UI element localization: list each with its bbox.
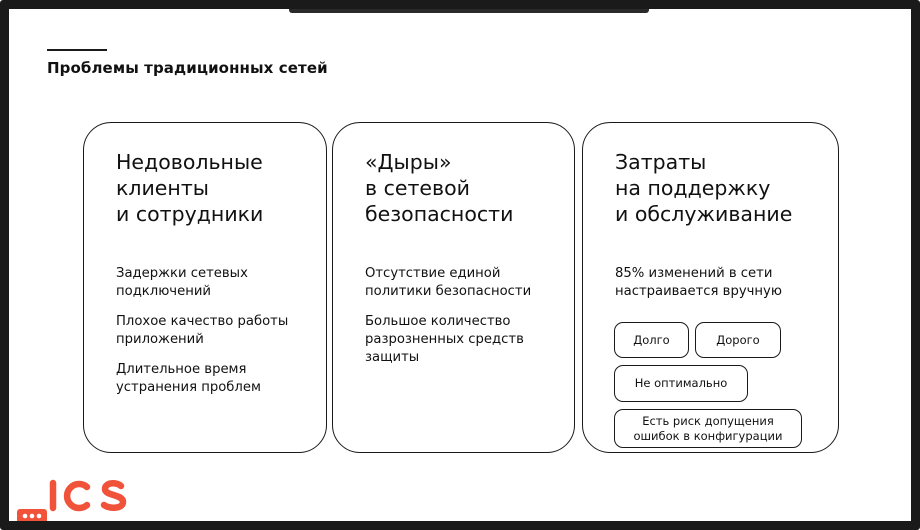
tag-long: Долго (614, 322, 689, 358)
card-security-holes (332, 122, 575, 453)
list-item: Длительное время устранения проблем (116, 362, 261, 395)
card-list (116, 265, 288, 409)
list-item: Отсутствие единой политики безопасности (365, 266, 532, 299)
list-item: Плохое качество работы приложений (116, 314, 289, 347)
card-heading: «Дыры» в сетевой безопасности (365, 150, 514, 226)
card-heading: Затраты на поддержку и обслуживание (615, 150, 793, 226)
ics-logo-icon (17, 475, 133, 525)
window-notch (289, 7, 649, 13)
tag-not-optimal: Не оптимально (614, 365, 748, 402)
card-support-costs (582, 122, 839, 453)
slide-title: Проблемы традиционных сетей (47, 59, 328, 77)
list-item: Большое количество разрозненных средств защиты (365, 314, 524, 365)
card-text: 85% изменений в сети настраивается вручную (615, 266, 782, 299)
card-unhappy-clients (83, 122, 327, 453)
title-accent-line (47, 49, 107, 51)
tag-expensive: Дорого (695, 322, 781, 358)
card-list (365, 265, 531, 379)
list-item: Задержки сетевых подключений (116, 266, 248, 299)
card-heading: Недовольные клиенты и сотрудники (116, 150, 264, 226)
tag-config-error-risk: Есть риск допущения ошибок в конфигурации (614, 409, 802, 448)
